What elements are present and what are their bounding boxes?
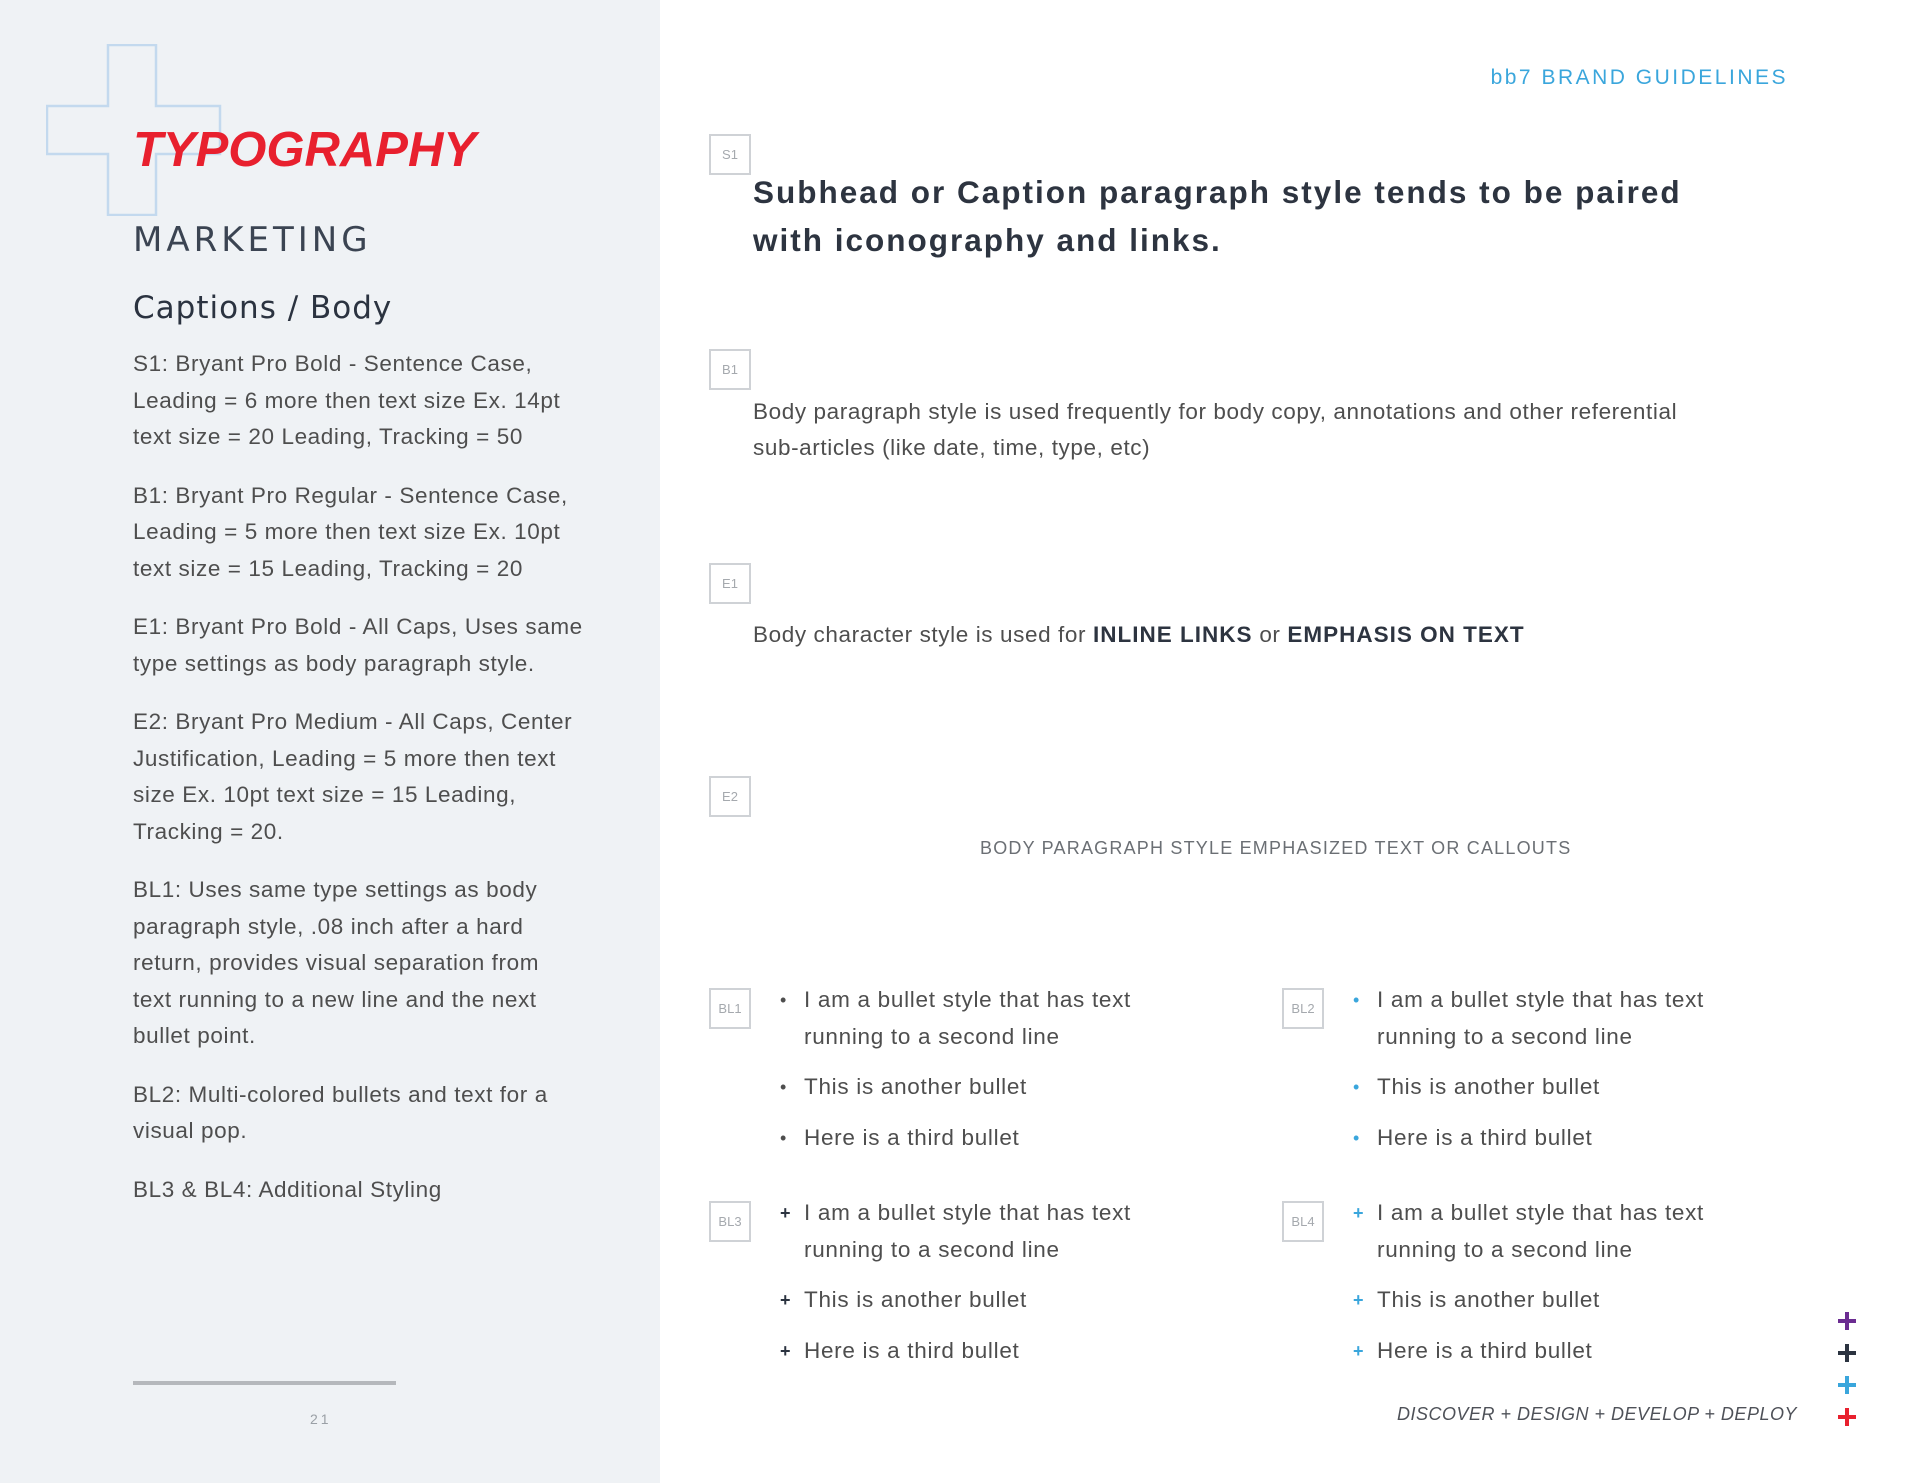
list-item: • Here is a third bullet [780, 1120, 1140, 1157]
style-tag-bl1: BL1 [709, 988, 751, 1029]
bullet-dot-icon: • [780, 1077, 788, 1097]
bullet-dot-icon: • [1353, 1127, 1361, 1148]
sample-emphasis [753, 622, 1525, 648]
list-item: • This is another bullet [780, 1069, 1140, 1106]
bullet-dot-icon: • [780, 990, 788, 1010]
subsection-heading: Captions / Body [133, 290, 393, 326]
inline-links-sample[interactable]: INLINE LINKS [1092, 622, 1253, 647]
bullet-plus-icon: + [780, 1290, 792, 1310]
note-b1: B1: Bryant Pro Regular - Sentence Case, Leading = 5 more then text size Ex. 10pt text size = 15 Leading, Tracking = 20 [133, 482, 568, 581]
list-item: • I am a bullet style that has text running to a second line [1353, 982, 1713, 1055]
style-tag-b1: B1 [709, 349, 751, 390]
sample-body: Body paragraph style is used frequently for body copy, annotations and other referential sub-articles (like date, time, type, etc) [753, 399, 1678, 460]
style-notes [133, 346, 583, 1230]
page-title: TYPOGRAPHY [133, 123, 477, 177]
sidebar-panel [0, 0, 660, 1483]
dark-plus-icon [1836, 1342, 1858, 1364]
list-item: + Here is a third bullet [1353, 1333, 1713, 1370]
red-plus-icon [1836, 1406, 1858, 1428]
bullet-plus-icon: + [780, 1340, 792, 1361]
style-tag-e2: E2 [709, 776, 751, 817]
bullet-list-bl1 [780, 982, 1140, 1170]
emphasis-prefix: Body character style is used for [753, 622, 1093, 647]
bullet-plus-icon: + [1353, 1290, 1365, 1310]
list-item: + I am a bullet style that has text running to a second line [780, 1195, 1140, 1268]
style-tag-s1: S1 [709, 134, 751, 175]
emphasis-middle: or [1252, 622, 1288, 647]
note-bl3-bl4: BL3 & BL4: Additional Styling [133, 1176, 442, 1202]
note-e2: E2: Bryant Pro Medium - All Caps, Center Justification, Leading = 5 more then text size Ex. 10pt text size = 15 Leading, Tracking = 20. [133, 709, 573, 844]
sample-subhead: Subhead or Caption paragraph style tends to be paired with iconography and links. [753, 174, 1682, 258]
purple-plus-icon [1836, 1310, 1858, 1332]
divider [133, 1381, 396, 1385]
list-item: + Here is a third bullet [780, 1333, 1140, 1370]
list-item: • This is another bullet [1353, 1069, 1713, 1106]
bullet-dot-icon: • [780, 1127, 788, 1148]
bullet-dot-icon: • [1353, 1077, 1361, 1097]
bullet-list-bl4 [1353, 1195, 1713, 1383]
note-e1: E1: Bryant Pro Bold - All Caps, Uses same type settings as body paragraph style. [133, 614, 583, 676]
note-bl2: BL2: Multi-colored bullets and text for a visual pop. [133, 1081, 548, 1143]
bullet-plus-icon: + [1353, 1340, 1365, 1361]
list-item: + I am a bullet style that has text running to a second line [1353, 1195, 1713, 1268]
bullet-list-bl3 [780, 1195, 1140, 1383]
emphasis-text-sample: EMPHASIS ON TEXT [1287, 622, 1525, 647]
sample-callout: BODY PARAGRAPH STYLE EMPHASIZED TEXT OR CALLOUTS [980, 838, 1572, 858]
page-number: 21 [310, 1411, 332, 1427]
list-item: + This is another bullet [780, 1282, 1140, 1319]
bullet-plus-icon: + [780, 1203, 792, 1223]
style-tag-bl3: BL3 [709, 1201, 751, 1242]
style-tag-bl4: BL4 [1282, 1201, 1324, 1242]
bullet-plus-icon: + [1353, 1203, 1365, 1223]
list-item: • Here is a third bullet [1353, 1120, 1713, 1157]
style-tag-bl2: BL2 [1282, 988, 1324, 1029]
bullet-list-bl2 [1353, 982, 1713, 1170]
list-item: • I am a bullet style that has text running to a second line [780, 982, 1140, 1055]
style-tag-e1: E1 [709, 563, 751, 604]
bullet-dot-icon: • [1353, 990, 1361, 1010]
plus-stack [1836, 1310, 1860, 1438]
footer-tagline: DISCOVER + DESIGN + DEVELOP + DEPLOY [1397, 1404, 1797, 1424]
note-s1: S1: Bryant Pro Bold - Sentence Case, Leading = 6 more then text size Ex. 14pt text size = 20 Leading, Tracking = 50 [133, 351, 561, 449]
list-item: + This is another bullet [1353, 1282, 1713, 1319]
section-heading: MARKETING [133, 220, 372, 260]
blue-plus-icon [1836, 1374, 1858, 1396]
note-bl1: BL1: Uses same type settings as body paragraph style, .08 inch after a hard return, provides visual separation from text running to a new line and the next bullet point. [133, 877, 540, 1048]
brand-header: bb7 BRAND GUIDELINES [1490, 66, 1788, 89]
